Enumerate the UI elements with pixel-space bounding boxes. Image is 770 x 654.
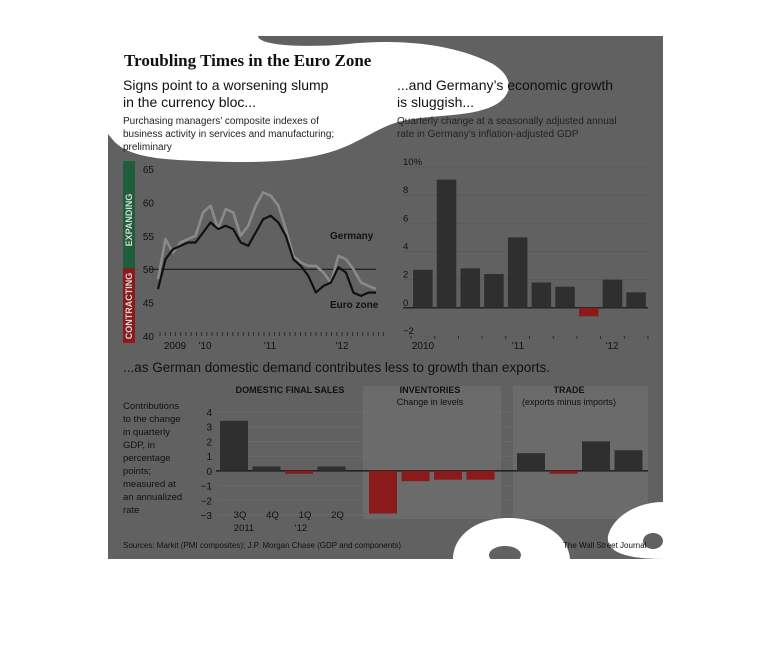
gdp-bar [437, 180, 457, 308]
gdp-bar [555, 287, 575, 308]
series-label-eurozone: Euro zone [330, 300, 379, 311]
right-subtitle-line1: Quarterly change at a seasonally adjusted annual [397, 116, 617, 127]
note-line: rate [123, 505, 140, 516]
contribution-bar [467, 471, 495, 480]
page-title: Troubling Times in the Euro Zone [124, 51, 372, 70]
contribution-bar [615, 450, 643, 471]
y-tick-label: 4 [206, 408, 212, 419]
left-heading-line1: Signs point to a worsening slump [123, 77, 329, 93]
x-tick-label: 2010 [411, 341, 435, 352]
contribution-bar [550, 471, 578, 474]
y-tick-label: 6 [403, 213, 409, 225]
group-subtitle: Change in levels [396, 397, 464, 407]
right-subtitle-line2: rate in Germany’s inflation-adjusted GDP [397, 129, 579, 140]
y-tick-label: 45 [142, 298, 154, 310]
left-subtitle-line1: Purchasing managers’ composite indexes of [123, 116, 319, 127]
left-subtitle-line3: preliminary [123, 142, 172, 153]
x-tick-label: '12 [605, 341, 619, 352]
group-heading: TRADE [553, 385, 585, 395]
x-tick-label: 1Q [298, 510, 312, 521]
y-tick-label: 4 [403, 241, 409, 253]
note-line: an annualized [123, 492, 183, 503]
right-heading-line1: ...and Germany’s economic growth [397, 77, 614, 93]
credit-label: The Wall Street Journal [563, 541, 647, 550]
y-tick-label: 1 [206, 452, 212, 464]
contribution-bar [220, 421, 248, 471]
contribution-bar [369, 471, 397, 514]
y-tick-label: 2 [403, 269, 409, 281]
gdp-bar [532, 282, 552, 307]
infographic-card [108, 36, 663, 559]
y-tick-label: 10% [403, 157, 423, 168]
contracting-label: CONTRACTING [124, 272, 134, 340]
contribution-bar [285, 471, 313, 474]
y-tick-label: 8 [403, 185, 409, 197]
x-tick-label: '11 [263, 341, 277, 352]
x-year-label: 2011 [233, 523, 255, 534]
y-tick-label: 0 [403, 297, 409, 309]
contribution-bar [517, 453, 545, 471]
group-heading: INVENTORIES [399, 385, 461, 395]
note-line: GDP, in [123, 440, 156, 451]
x-tick-label: 4Q [266, 510, 279, 521]
note-line: to the change [123, 414, 181, 425]
group-subtitle: (exports minus imports) [521, 397, 617, 407]
x-tick-label: 3Q [233, 510, 247, 521]
x-year-label: '12 [294, 523, 308, 534]
gdp-bar [461, 268, 481, 307]
y-tick-label: 40 [142, 332, 154, 343]
bottom-heading: ...as German domestic demand contributes less to growth than exports. [123, 360, 550, 375]
gdp-bar [626, 292, 646, 307]
note-line: points; [123, 466, 151, 477]
note-line: Contributions [123, 401, 179, 412]
y-tick-label: 3 [206, 422, 212, 434]
gdp-bar [579, 308, 599, 316]
contribution-bar [318, 466, 346, 470]
y-tick-label: −2 [403, 326, 414, 337]
gdp-bar [484, 274, 504, 308]
gdp-bar [508, 237, 528, 307]
y-tick-label: −2 [200, 496, 212, 508]
y-tick-label: −3 [200, 511, 212, 522]
note-line: percentage [123, 453, 171, 464]
note-line: measured at [123, 479, 176, 490]
y-tick-label: 55 [142, 231, 154, 243]
x-tick-label: 2009 [163, 341, 187, 352]
x-tick-label: '11 [511, 341, 525, 352]
gdp-bar [603, 280, 623, 308]
note-line: in quarterly [123, 427, 170, 438]
y-tick-label: 0 [206, 466, 212, 478]
source-note: Sources: Markit (PMI composites); J.P. Morgan Chase (GDP and components) [123, 541, 402, 550]
contribution-bar [582, 441, 610, 470]
right-heading-line2: is sluggish... [397, 94, 475, 110]
y-tick-label: 60 [142, 198, 154, 210]
y-tick-label: 65 [142, 165, 154, 176]
series-label-germany: Germany [330, 231, 374, 242]
group-heading: DOMESTIC FINAL SALES [235, 385, 345, 395]
y-tick-label: 50 [142, 265, 154, 277]
y-tick-label: −1 [200, 481, 212, 493]
gdp-bar [413, 270, 433, 308]
expanding-label: EXPANDING [124, 193, 134, 247]
left-subtitle-line2: business activity in services and manufacturing; [123, 129, 335, 140]
contribution-bar [434, 471, 462, 480]
left-heading-line2: in the currency bloc... [123, 94, 257, 110]
eurozone-series-line [158, 216, 376, 296]
contribution-bar [402, 471, 430, 481]
x-tick-label: 2Q [331, 510, 344, 521]
contribution-bar [253, 466, 281, 470]
x-tick-label: '12 [335, 341, 349, 352]
y-tick-label: 2 [206, 437, 212, 449]
x-tick-label: '10 [198, 341, 212, 352]
